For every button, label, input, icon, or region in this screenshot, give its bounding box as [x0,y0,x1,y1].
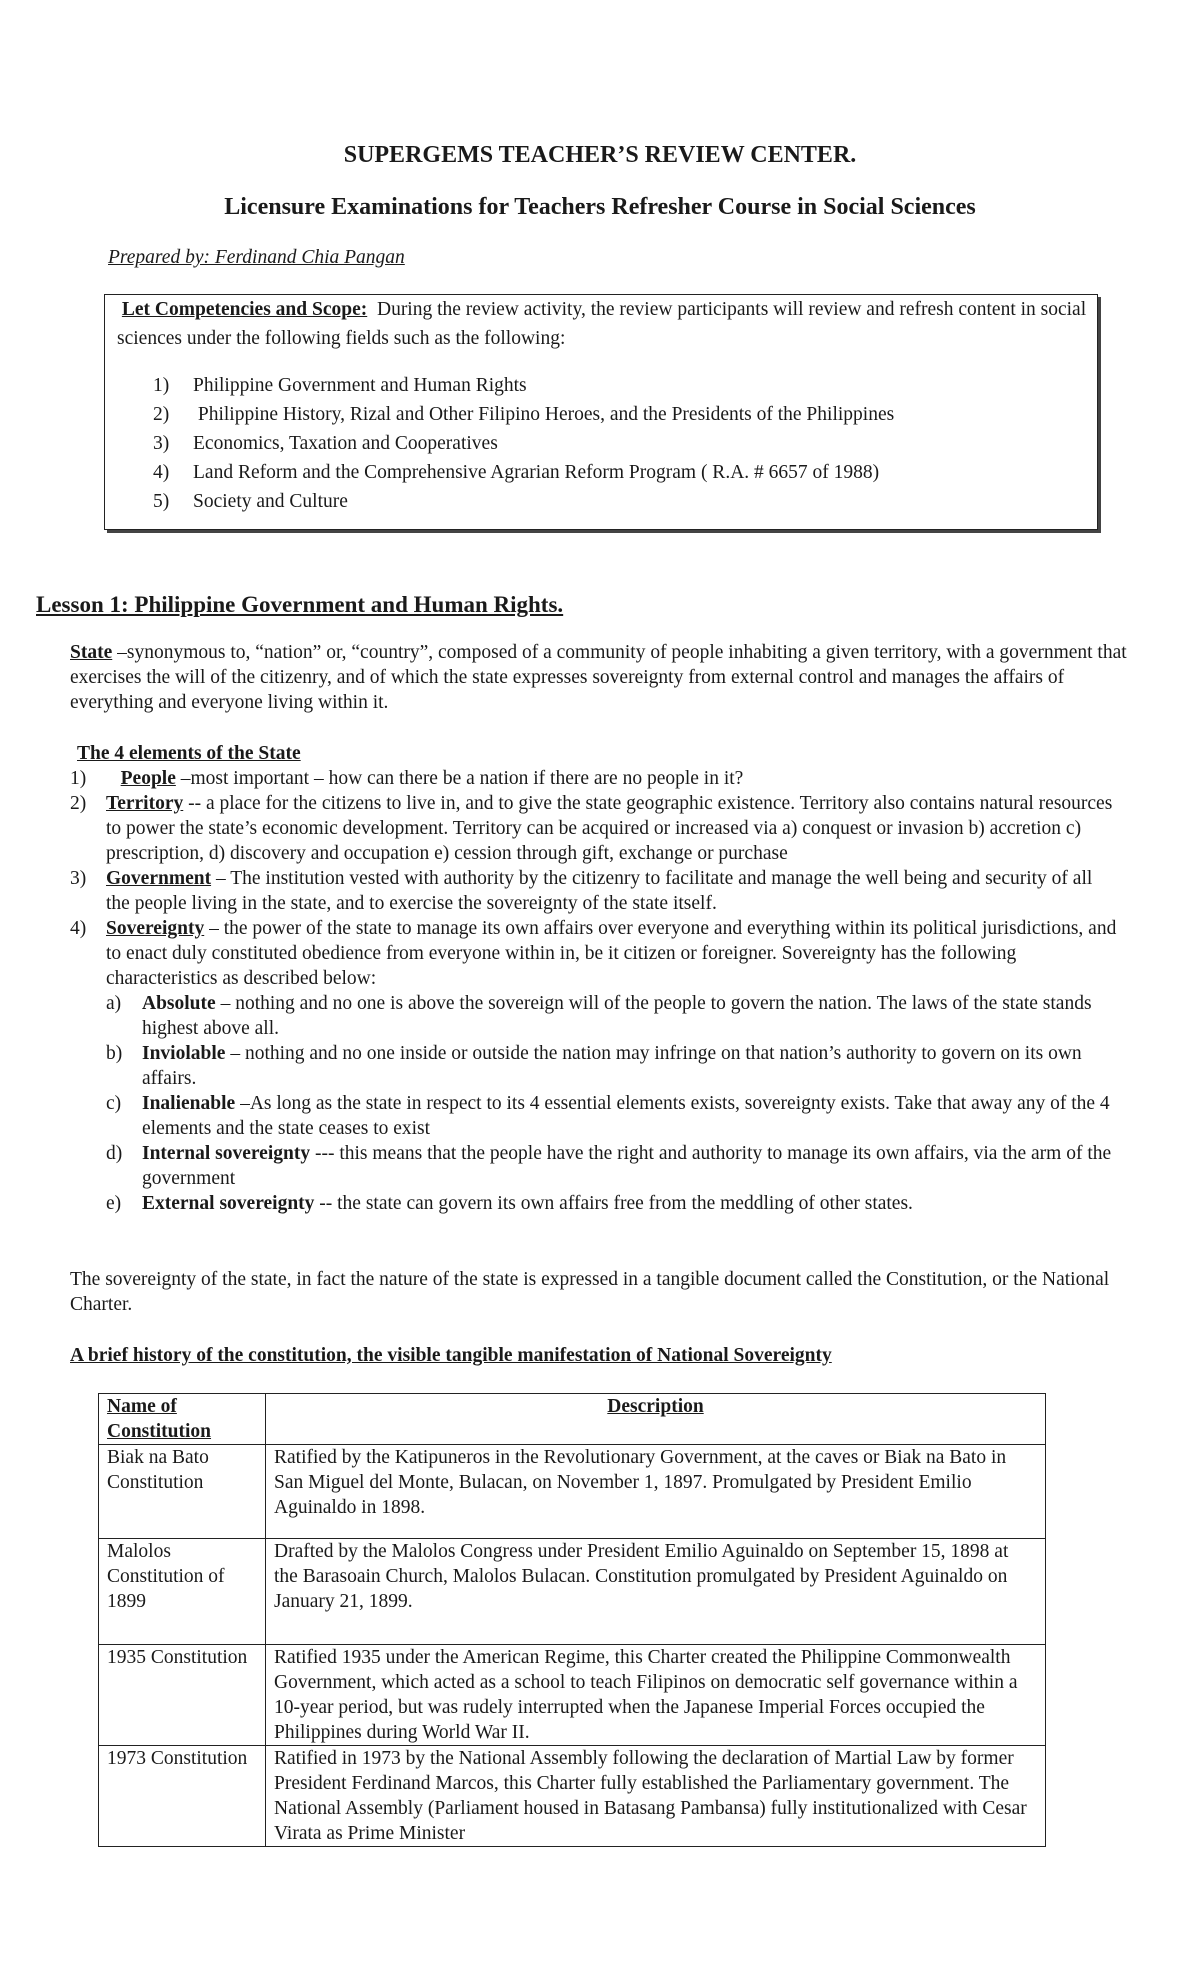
scope-intro-text: During the review activity, the review participants will review and refresh content in social sciences under the following fields such as the following: [117,299,1087,349]
characteristic-term: Inalienable [142,1093,236,1114]
column-header-name: Name of Constitution [99,1394,266,1445]
table-header-row [99,1394,1046,1445]
constitution-name: Malolos Constitution of 1899 [99,1539,266,1645]
scope-item-text: Philippine Government and Human Rights [193,375,527,396]
characteristics-list [106,991,1120,1216]
scope-box [104,294,1098,530]
list-number: 2) [153,404,170,425]
table-row [99,1645,1046,1746]
list-letter: d) [106,1143,123,1164]
list-item [70,766,1120,791]
constitution-name: 1973 Constitution [99,1746,266,1847]
element-text: –most important – how can there be a nation if there are no people in it? [175,768,744,789]
state-definition-text: –synonymous to, “nation” or, “country”, composed of a community of people inhabiting a given territory, with a government that exercises the will of the citizenry, and of which the state expresses sovereignty from external control and manages the affairs of everything and everyone living within it. [70,642,1127,713]
characteristic-term: Internal sovereignty [142,1143,311,1164]
document-title: SUPERGEMS TEACHER’S REVIEW CENTER. [343,142,857,168]
list-item [106,1091,1120,1141]
scope-item [153,429,894,458]
document-subtitle: Licensure Examinations for Teachers Refresher Course in Social Sciences [224,194,976,220]
table-row [99,1445,1046,1539]
scope-item-text: Economics, Taxation and Cooperatives [193,433,498,454]
element-term: Government [106,868,212,889]
list-number: 1) [70,768,87,789]
scope-item [153,487,894,516]
element-term: Territory [106,793,184,814]
list-letter: e) [106,1193,122,1214]
state-definition [70,640,1140,715]
characteristic-text: –As long as the state in respect to its 4 essential elements exists, sovereignty exists. Take that away any of the 4 elements and the state ceases to exist [142,1093,1110,1139]
list-item [106,1041,1120,1091]
element-term: People [120,768,176,789]
table-row [99,1539,1046,1645]
constitution-description: Ratified 1935 under the American Regime, this Charter created the Philippine Commonwealth Government, which acted as a school to teach Filipinos on democratic self governance within a 10-year period, but was rudely interrupted when the Japanese Imperial Forces occupied the Philippines during World War II. [266,1645,1046,1746]
state-term: State [70,642,113,663]
characteristic-text: -- the state can govern its own affairs free from the meddling of other states. [314,1193,913,1214]
list-item [106,991,1120,1041]
scope-list [153,371,894,516]
list-number: 3) [153,433,170,454]
element-text: – the power of the state to manage its own affairs over everyone and everything within its political jurisdictions, and to enact duly constituted obedience from everyone within in, be it citizen or foreigner. Sovereignty has the following characteristics as described below: [106,918,1117,989]
prepared-by: Prepared by: Ferdinand Chia Pangan [108,247,405,268]
list-letter: a) [106,993,122,1014]
list-number: 3) [70,868,87,889]
scope-item [153,371,894,400]
characteristic-text: --- this means that the people have the right and authority to manage its own affairs, via the arm of the government [142,1143,1112,1189]
characteristic-term: Absolute [142,993,216,1014]
element-text: – The institution vested with authority by the citizenry to facilitate and manage the well being and security of all the people living in the state, and to exercise the sovereignty of the state itself. [106,868,1093,914]
elements-list [70,766,1120,1216]
list-item [106,1141,1120,1191]
list-letter: c) [106,1093,122,1114]
list-number: 4) [70,918,87,939]
column-header-description: Description [266,1394,1046,1445]
characteristic-term: External sovereignty [142,1193,315,1214]
list-letter: b) [106,1043,123,1064]
element-term: Sovereignty [106,918,205,939]
characteristic-text: – nothing and no one inside or outside the nation may infringe on that nation’s authority to govern on its own affairs. [142,1043,1082,1089]
constitution-table [98,1393,1046,1847]
list-number: 5) [153,491,170,512]
scope-item-text: Land Reform and the Comprehensive Agrarian Reform Program ( R.A. # 6657 of 1988) [193,462,880,483]
constitution-name: Biak na Bato Constitution [99,1445,266,1539]
characteristic-text: – nothing and no one is above the sovereign will of the people to govern the nation. The laws of the state stands highest above all. [142,993,1092,1039]
constitution-name: 1935 Constitution [99,1645,266,1746]
scope-item-text: Philippine History, Rizal and Other Filipino Heroes, and the Presidents of the Philippines [193,404,895,425]
element-text: -- a place for the citizens to live in, and to give the state geographic existence. Territory also contains natural resources to power the state’s economic development. Territory can be acquired or increased via a) conquest or invasion b) accretion c) prescription, d) discovery and occupation e) cession through gift, exchange or purchase [106,793,1113,864]
constitution-description: Drafted by the Malolos Congress under President Emilio Aguinaldo on September 15, 1898 at the Barasoain Church, Malolos Bulacan. Constitution promulgated by President Aguinaldo on January 21, 1899. [266,1539,1046,1645]
list-item [106,1191,1120,1216]
characteristic-term: Inviolable [142,1043,226,1064]
constitution-description: Ratified in 1973 by the National Assembly following the declaration of Martial Law by former President Ferdinand Marcos, this Charter fully established the Parliamentary government. The National Assembly (Parliament housed in Batasang Pambansa) fully institutionalized with Cesar Virata as Prime Minister [266,1746,1046,1847]
scope-item [153,458,894,487]
scope-item [153,400,894,429]
list-item [70,866,1120,916]
history-title: A brief history of the constitution, the visible tangible manifestation of National Sovereignty [70,1345,832,1366]
list-number: 4) [153,462,170,483]
scope-item-text: Society and Culture [193,491,348,512]
table-row [99,1746,1046,1847]
constitution-description: Ratified by the Katipuneros in the Revolutionary Government, at the caves or Biak na Bato in San Miguel del Monte, Bulacan, on November 1, 1897. Promulgated by President Emilio Aguinaldo in 1898. [266,1445,1046,1539]
list-number: 2) [70,793,87,814]
list-number: 1) [153,375,170,396]
elements-title: The 4 elements of the State [77,743,301,764]
scope-heading: Let Competencies and Scope: [121,299,368,320]
sovereignty-summary: The sovereignty of the state, in fact the nature of the state is expressed in a tangible document called the Constitution, or the National Charter. [70,1269,1110,1315]
lesson-title: Lesson 1: Philippine Government and Human Rights. [36,592,564,617]
list-item [70,916,1120,1216]
scope-intro [117,295,1087,353]
list-item [70,791,1120,866]
